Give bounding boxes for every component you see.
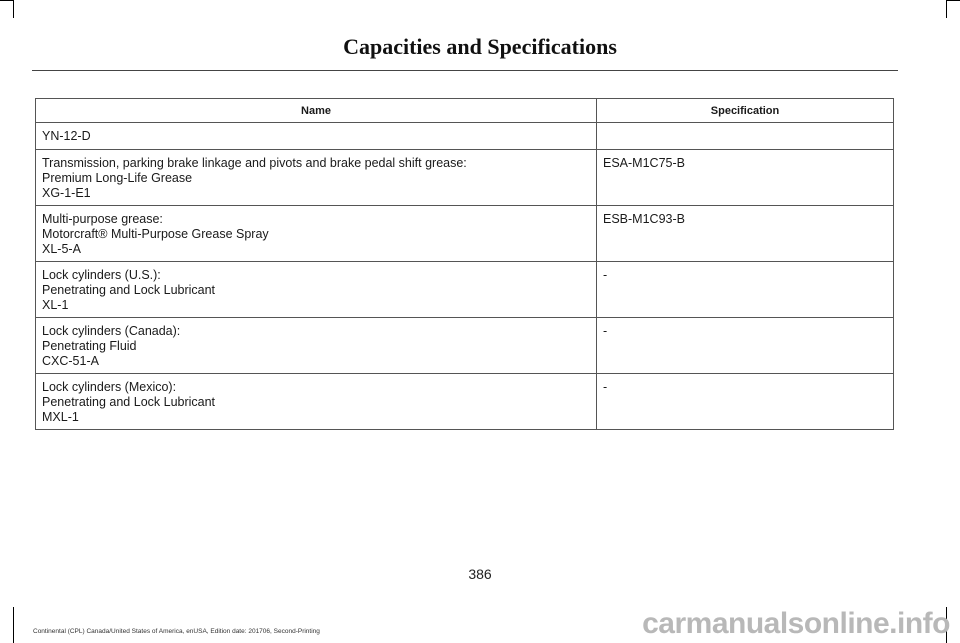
name-line: Penetrating Fluid	[42, 339, 137, 353]
spec-cell: -	[597, 262, 894, 318]
name-line: Penetrating and Lock Lubricant	[42, 395, 216, 409]
table-header-row	[36, 99, 894, 123]
specification-table	[35, 98, 894, 430]
name-cell	[36, 262, 597, 318]
table-row	[36, 262, 894, 318]
spec-cell: -	[597, 374, 894, 430]
name-line: Lock cylinders (U.S.):	[42, 268, 161, 282]
name-cell	[36, 123, 597, 150]
name-line: YN-12-D	[42, 129, 91, 143]
spec-cell: -	[597, 318, 894, 374]
page-number: 386	[468, 566, 492, 582]
table-row	[36, 123, 894, 150]
table-row	[36, 206, 894, 262]
name-line: Multi-purpose grease:	[42, 212, 163, 226]
name-line: CXC-51-A	[42, 354, 99, 368]
crop-mark	[946, 0, 947, 18]
edition-footer: Continental (CPL) Canada/United States of America, enUSA, Edition date: 201706, Second-Printing	[33, 628, 320, 635]
name-line: XG-1-E1	[42, 186, 91, 200]
page-title: Capacities and Specifications	[343, 34, 617, 59]
name-cell	[36, 206, 597, 262]
name-line: Lock cylinders (Canada):	[42, 324, 181, 338]
crop-mark	[946, 0, 960, 1]
table-row	[36, 150, 894, 206]
name-line: Lock cylinders (Mexico):	[42, 380, 177, 394]
name-line: Motorcraft® Multi-Purpose Grease Spray	[42, 227, 269, 241]
name-line: XL-5-A	[42, 242, 81, 256]
name-cell	[36, 318, 597, 374]
column-header-name: Name	[36, 99, 597, 123]
crop-mark	[13, 0, 14, 18]
spec-cell: ESB-M1C93-B	[597, 206, 894, 262]
name-cell	[36, 374, 597, 430]
crop-mark	[13, 607, 14, 643]
title-divider	[32, 70, 898, 71]
crop-mark	[0, 0, 14, 1]
spec-cell	[597, 123, 894, 150]
spec-cell: ESA-M1C75-B	[597, 150, 894, 206]
name-line: Premium Long-Life Grease	[42, 171, 193, 185]
name-line: XL-1	[42, 298, 69, 312]
name-cell	[36, 150, 597, 206]
name-line: MXL-1	[42, 410, 79, 424]
name-line: Transmission, parking brake linkage and pivots and brake pedal shift grease:	[42, 156, 467, 170]
table-row	[36, 318, 894, 374]
name-line: Penetrating and Lock Lubricant	[42, 283, 216, 297]
watermark: carmanualsonline.info	[642, 607, 950, 640]
column-header-specification: Specification	[597, 99, 894, 123]
table-row	[36, 374, 894, 430]
